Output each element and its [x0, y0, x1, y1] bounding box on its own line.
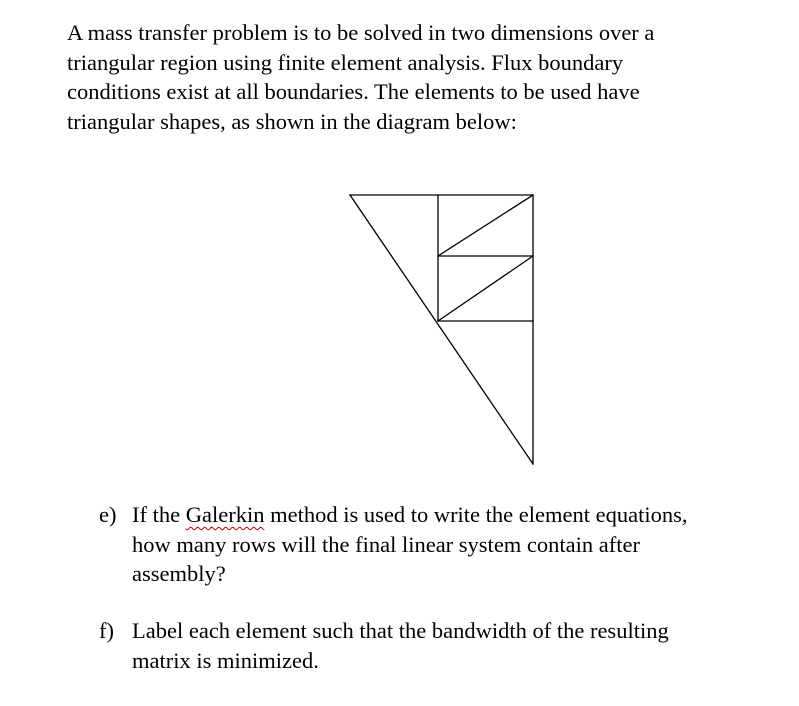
problem-statement-line-1: A mass transfer problem is to be solved in two dimensions over a — [67, 20, 655, 45]
problem-statement-line-4: triangular shapes, as shown in the diagram below: — [67, 108, 517, 134]
problem-statement-line-2: triangular region using finite element analysis. Flux boundary — [67, 49, 624, 75]
question-f-line-1: Label each element such that the bandwidth of the resulting — [132, 618, 669, 643]
question-e-text — [132, 500, 772, 589]
question-e-line-3: assembly? — [132, 561, 226, 586]
question-f-text — [132, 616, 772, 675]
question-f-line-2: matrix is minimized. — [132, 647, 319, 673]
mesh-hypotenuse-edge — [350, 195, 533, 464]
question-e-label: e) — [99, 502, 117, 527]
question-e-line-2: how many rows will the final linear system contain after — [132, 531, 640, 557]
mesh-diagonal-upper-square — [438, 195, 533, 256]
question-e-line-1-pre: If the — [132, 502, 186, 527]
problem-statement — [67, 18, 767, 136]
question-e-line-1 — [132, 500, 772, 530]
question-e-line-1-post: method is used to write the element equations, — [264, 502, 688, 527]
spellcheck-flagged-word: Galerkin — [185, 502, 265, 527]
question-f-label: f) — [99, 618, 114, 643]
mesh-diagonal-lower-square — [438, 256, 533, 321]
problem-statement-line-3: conditions exist at all boundaries. The elements to be used have — [67, 79, 640, 104]
